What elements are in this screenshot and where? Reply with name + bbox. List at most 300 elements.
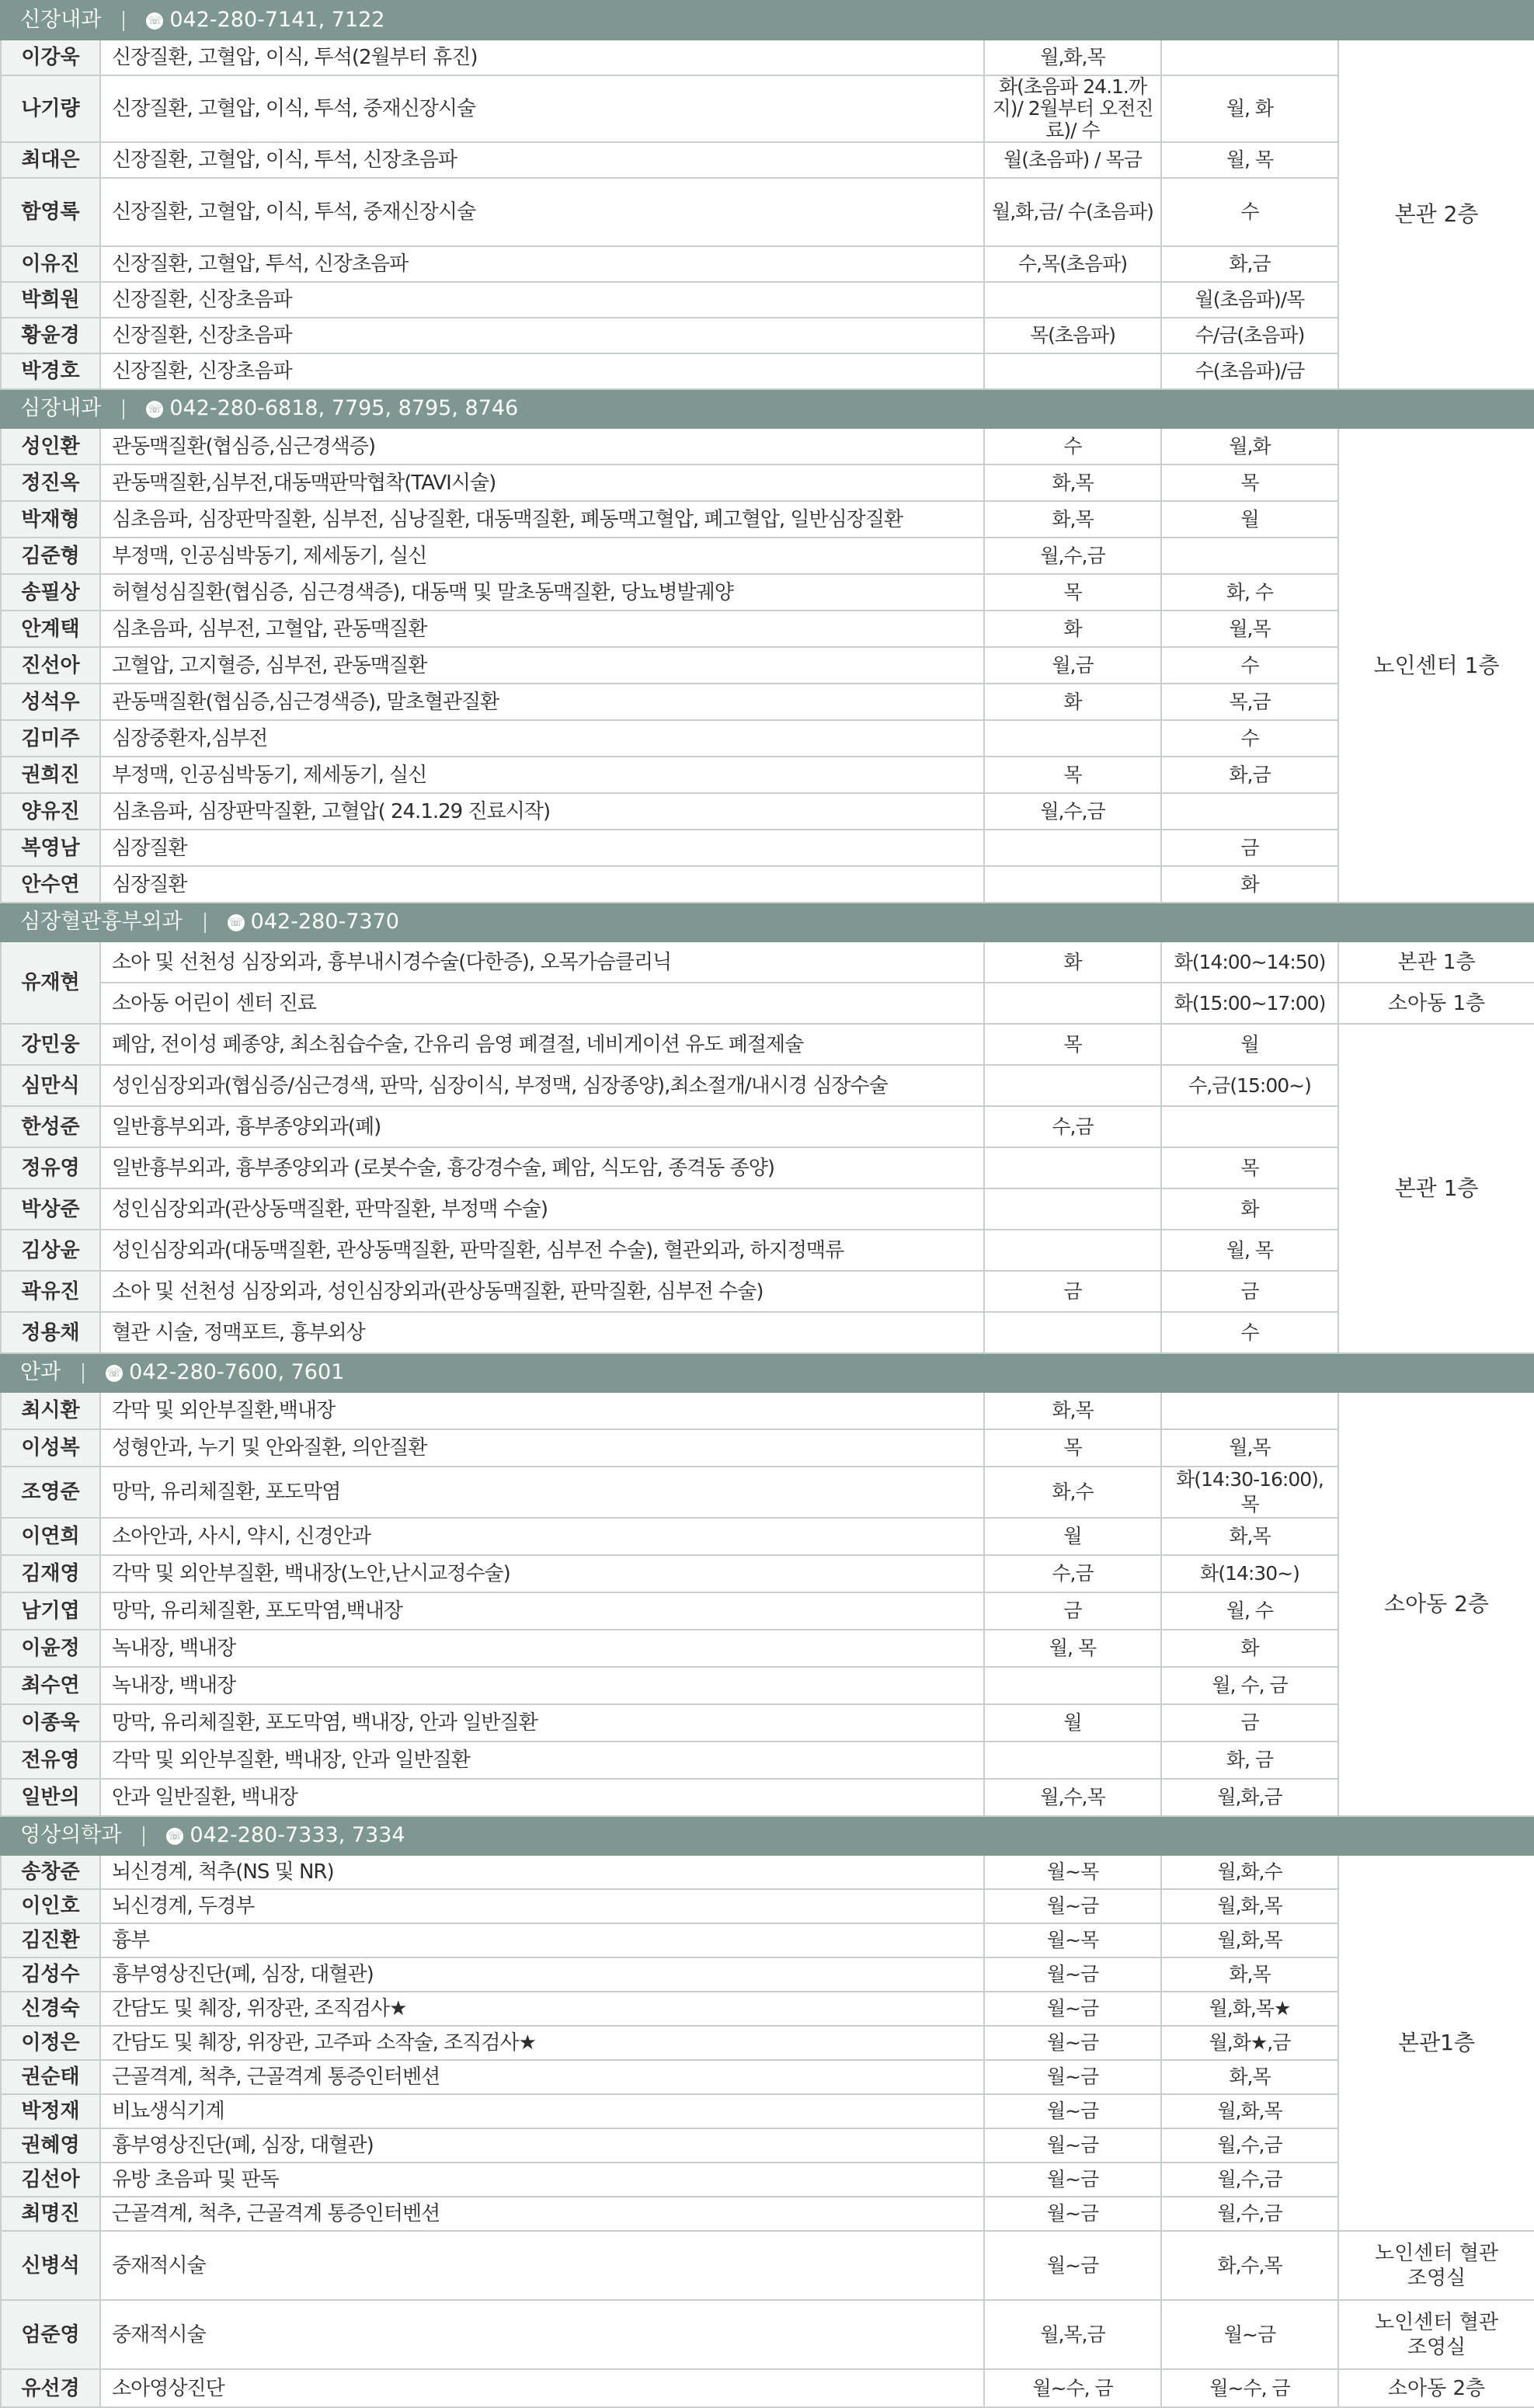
table-row [1, 866, 1534, 903]
table-row [1, 983, 1534, 1024]
doctor-name: 이유진 [1, 246, 100, 282]
section-phone: 042-280-7600, 7601 [129, 1360, 345, 1384]
doctor-specialty: 흉부영상진단(폐, 심장, 대혈관) [100, 1957, 984, 1992]
pm-schedule: 월, 목 [1161, 1230, 1338, 1271]
am-schedule [984, 1147, 1161, 1188]
doctor-specialty: 고혈압, 고지혈증, 심부전, 관동맥질환 [100, 647, 984, 684]
doctor-specialty: 녹내장, 백내장 [100, 1667, 984, 1704]
table-row [1, 1065, 1534, 1106]
table-row [1, 2231, 1534, 2300]
pm-schedule: 화(14:30~) [1161, 1555, 1338, 1592]
pm-schedule: 금 [1161, 830, 1338, 866]
pm-schedule: 화, 수 [1161, 574, 1338, 611]
doctor-name: 박정재 [1, 2094, 100, 2128]
table-row [1, 1889, 1534, 1923]
table-row [1, 282, 1534, 318]
doctor-name: 이강욱 [1, 40, 100, 75]
pm-schedule: 화 [1161, 1188, 1338, 1230]
doctor-name: 정용채 [1, 1312, 100, 1353]
doctor-specialty: 간담도 및 췌장, 위장관, 조직검사★ [100, 1992, 984, 2026]
am-schedule: 목 [984, 757, 1161, 793]
section-header [1, 903, 1534, 941]
doctor-name: 정유영 [1, 1147, 100, 1188]
doctor-specialty: 혈관 시술, 정맥포트, 흉부외상 [100, 1312, 984, 1353]
am-schedule: 화 [984, 941, 1161, 983]
table-row [1, 1271, 1534, 1312]
am-schedule [984, 720, 1161, 757]
am-schedule: 화,수 [984, 1467, 1161, 1518]
table-row [1, 1429, 1534, 1467]
pm-schedule: 월,화,목★ [1161, 1992, 1338, 2026]
doctor-specialty: 관동맥질환,심부전,대동맥판막협착(TAVI시술) [100, 465, 984, 501]
doctor-name: 송필상 [1, 574, 100, 611]
section-phone: 042-280-7370 [250, 910, 399, 934]
doctor-specialty: 뇌신경계, 두경부 [100, 1889, 984, 1923]
pm-schedule [1161, 40, 1338, 75]
section-title: 안과 [20, 1360, 61, 1384]
am-schedule: 월,목,금 [984, 2300, 1161, 2369]
doctor-specialty: 신장질환, 고혈압, 이식, 투석(2월부터 휴진) [100, 40, 984, 75]
am-schedule: 월~금 [984, 2231, 1161, 2300]
am-schedule: 월~금 [984, 1957, 1161, 1992]
clinic-location: 소아동 2층 [1338, 1392, 1534, 1816]
am-schedule [984, 866, 1161, 903]
am-schedule: 월~금 [984, 2128, 1161, 2163]
table-row [1, 941, 1534, 983]
doctor-specialty: 일반흉부외과, 흉부종양외과 (로봇수술, 흉강경수술, 폐암, 식도암, 종격동 종양) [100, 1147, 984, 1188]
table-row [1, 574, 1534, 611]
doctor-specialty: 허혈성심질환(협심증, 심근경색증), 대동맥 및 말초동맥질환, 당뇨병발궤양 [100, 574, 984, 611]
doctor-name: 최시환 [1, 1392, 100, 1429]
pm-schedule: 화,수,목 [1161, 2231, 1338, 2300]
doctor-specialty: 뇌신경계, 척추(NS 및 NR) [100, 1855, 984, 1889]
table-row [1, 2060, 1534, 2094]
doctor-name: 전유영 [1, 1742, 100, 1779]
am-schedule [984, 1312, 1161, 1353]
doctor-name: 안수연 [1, 866, 100, 903]
am-schedule: 월~금 [984, 1889, 1161, 1923]
section-header [1, 1816, 1534, 1855]
table-row [1, 1667, 1534, 1704]
doctor-specialty: 일반흉부외과, 흉부종양외과(폐) [100, 1106, 984, 1147]
table-row [1, 428, 1534, 465]
pm-schedule: 월, 화 [1161, 75, 1338, 142]
doctor-name: 권혜영 [1, 2128, 100, 2163]
table-row [1, 1855, 1534, 1889]
am-schedule: 수,금 [984, 1106, 1161, 1147]
table-row [1, 1742, 1534, 1779]
doctor-specialty: 소아 및 선천성 심장외과, 흉부내시경수술(다한증), 오목가슴클리닉 [100, 941, 984, 983]
am-schedule: 화 [984, 684, 1161, 720]
section-phone: 042-280-7333, 7334 [190, 1823, 405, 1847]
table-row [1, 757, 1534, 793]
am-schedule: 목 [984, 574, 1161, 611]
am-schedule: 월(초음파) / 목금 [984, 142, 1161, 178]
doctor-specialty: 성인심장외과(관상동맥질환, 판막질환, 부정맥 수술) [100, 1188, 984, 1230]
divider [123, 399, 124, 419]
doctor-name: 함영록 [1, 178, 100, 246]
doctor-name: 심만식 [1, 1065, 100, 1106]
phone-icon: ☏ [228, 914, 245, 931]
am-schedule: 수 [984, 428, 1161, 465]
doctor-name: 김미주 [1, 720, 100, 757]
am-schedule: 화(초음파 24.1.까지)/ 2월부터 오전진료)/ 수 [984, 75, 1161, 142]
doctor-specialty: 신장질환, 고혈압, 투석, 신장초음파 [100, 246, 984, 282]
pm-schedule: 목 [1161, 465, 1338, 501]
table-row [1, 1467, 1534, 1518]
doctor-specialty: 간담도 및 췌장, 위장관, 고주파 소작술, 조직검사★ [100, 2026, 984, 2060]
table-row [1, 2026, 1534, 2060]
pm-schedule: 수,금(15:00~) [1161, 1065, 1338, 1106]
doctor-name: 이종욱 [1, 1704, 100, 1742]
clinic-location: 본관1층 [1338, 1855, 1534, 2231]
doctor-specialty: 흉부 [100, 1923, 984, 1957]
phone-icon: ☏ [106, 1365, 123, 1382]
doctor-name: 한성준 [1, 1106, 100, 1147]
clinic-location: 노인센터 혈관조영실 [1338, 2300, 1534, 2369]
doctor-specialty: 심장질환 [100, 866, 984, 903]
table-row [1, 1957, 1534, 1992]
divider [143, 1826, 144, 1846]
am-schedule: 화,목 [984, 465, 1161, 501]
doctor-name: 박경호 [1, 353, 100, 389]
doctor-name: 남기엽 [1, 1592, 100, 1630]
am-schedule: 목 [984, 1429, 1161, 1467]
doctor-name: 진선아 [1, 647, 100, 684]
am-schedule: 월~수, 금 [984, 2369, 1161, 2407]
pm-schedule: 수(초음파)/금 [1161, 353, 1338, 389]
table-row [1, 1630, 1534, 1667]
doctor-specialty: 망막, 유리체질환, 포도막염, 백내장, 안과 일반질환 [100, 1704, 984, 1742]
clinic-location: 노인센터 1층 [1338, 428, 1534, 903]
am-schedule: 월 [984, 1518, 1161, 1555]
doctor-specialty: 근골격계, 척추, 근골격계 통증인터벤션 [100, 2060, 984, 2094]
doctor-name: 김재영 [1, 1555, 100, 1592]
pm-schedule [1161, 793, 1338, 830]
section-header [1, 389, 1534, 428]
pm-schedule: 수 [1161, 1312, 1338, 1353]
doctor-specialty: 심초음파, 심장판막질환, 고혈압( 24.1.29 진료시작) [100, 793, 984, 830]
table-row [1, 1592, 1534, 1630]
pm-schedule: 월,목 [1161, 1429, 1338, 1467]
am-schedule: 수,금 [984, 1555, 1161, 1592]
am-schedule: 화,목 [984, 1392, 1161, 1429]
doctor-specialty: 비뇨생식기계 [100, 2094, 984, 2128]
table-row [1, 1779, 1534, 1816]
doctor-specialty: 신장질환, 고혈압, 이식, 투석, 중재신장시술 [100, 178, 984, 246]
am-schedule [984, 983, 1161, 1024]
clinic-location: 본관 1층 [1338, 1024, 1534, 1353]
pm-schedule: 수 [1161, 720, 1338, 757]
doctor-name: 성인환 [1, 428, 100, 465]
table-row [1, 611, 1534, 647]
am-schedule: 월,금 [984, 647, 1161, 684]
doctor-specialty: 신장질환, 신장초음파 [100, 282, 984, 318]
doctor-specialty: 근골격계, 척추, 근골격계 통증인터벤션 [100, 2197, 984, 2231]
table-row [1, 1704, 1534, 1742]
doctor-specialty: 소아 및 선천성 심장외과, 성인심장외과(관상동맥질환, 판막질환, 심부전 수술) [100, 1271, 984, 1312]
table-row [1, 2300, 1534, 2369]
doctor-specialty: 관동맥질환(협심증,심근경색증), 말초혈관질환 [100, 684, 984, 720]
am-schedule: 목(초음파) [984, 318, 1161, 353]
am-schedule: 월~목 [984, 1855, 1161, 1889]
section-header [1, 1353, 1534, 1392]
am-schedule: 월,수,목 [984, 1779, 1161, 1816]
am-schedule [984, 1667, 1161, 1704]
divider [204, 913, 206, 933]
section-header [1, 1, 1534, 40]
am-schedule: 화 [984, 611, 1161, 647]
doctor-name: 송창준 [1, 1855, 100, 1889]
pm-schedule: 목,금 [1161, 684, 1338, 720]
pm-schedule: 월, 수 [1161, 1592, 1338, 1630]
am-schedule: 월,화,목 [984, 40, 1161, 75]
pm-schedule: 화,목 [1161, 2060, 1338, 2094]
doctor-specialty: 망막, 유리체질환, 포도막염 [100, 1467, 984, 1518]
pm-schedule [1161, 1106, 1338, 1147]
section-phone: 042-280-7141, 7122 [169, 8, 385, 32]
doctor-specialty: 각막 및 외안부질환,백내장 [100, 1392, 984, 1429]
doctor-specialty: 심장질환 [100, 830, 984, 866]
pm-schedule: 화,금 [1161, 246, 1338, 282]
doctor-specialty: 심장중환자,심부전 [100, 720, 984, 757]
section-title: 심장혈관흉부외과 [20, 910, 183, 934]
doctor-name: 최수연 [1, 1667, 100, 1704]
doctor-specialty: 신장질환, 고혈압, 이식, 투석, 중재신장시술 [100, 75, 984, 142]
doctor-specialty: 중재적시술 [100, 2300, 984, 2369]
doctor-specialty: 소아안과, 사시, 약시, 신경안과 [100, 1518, 984, 1555]
doctor-name: 일반의 [1, 1779, 100, 1816]
pm-schedule: 월~금 [1161, 2300, 1338, 2369]
pm-schedule: 월 [1161, 1024, 1338, 1065]
am-schedule: 월~금 [984, 2026, 1161, 2060]
doctor-name: 안계택 [1, 611, 100, 647]
table-row [1, 538, 1534, 574]
table-row [1, 465, 1534, 501]
table-row [1, 246, 1534, 282]
clinic-location: 노인센터 혈관조영실 [1338, 2231, 1534, 2300]
table-row [1, 2128, 1534, 2163]
doctor-name: 양유진 [1, 793, 100, 830]
doctor-name: 박상준 [1, 1188, 100, 1230]
table-row [1, 1188, 1534, 1230]
doctor-specialty: 성인심장외과(대동맥질환, 관상동맥질환, 판막질환, 심부전 수술), 혈관외과, 하지정맥류 [100, 1230, 984, 1271]
doctor-specialty: 신장질환, 고혈압, 이식, 투석, 신장초음파 [100, 142, 984, 178]
am-schedule [984, 1230, 1161, 1271]
phone-icon: ☏ [146, 401, 163, 418]
pm-schedule: 화 [1161, 866, 1338, 903]
table-row [1, 684, 1534, 720]
pm-schedule: 월,목 [1161, 611, 1338, 647]
section-title: 신장내과 [20, 8, 102, 32]
am-schedule: 월,화,금/ 수(초음파) [984, 178, 1161, 246]
doctor-name: 신경숙 [1, 1992, 100, 2026]
doctor-specialty: 안과 일반질환, 백내장 [100, 1779, 984, 1816]
table-row [1, 2163, 1534, 2197]
doctor-specialty: 중재적시술 [100, 2231, 984, 2300]
pm-schedule: 월, 목 [1161, 142, 1338, 178]
am-schedule [984, 830, 1161, 866]
doctor-specialty: 관동맥질환(협심증,심근경색증) [100, 428, 984, 465]
doctor-name: 박재형 [1, 501, 100, 538]
pm-schedule: 월,수,금 [1161, 2163, 1338, 2197]
table-row [1, 1555, 1534, 1592]
phone-icon: ☏ [146, 12, 163, 30]
doctor-specialty: 소아동 어린이 센터 진료 [100, 983, 984, 1024]
am-schedule [984, 1742, 1161, 1779]
table-row [1, 830, 1534, 866]
doctor-name: 김상윤 [1, 1230, 100, 1271]
pm-schedule: 화,목 [1161, 1518, 1338, 1555]
doctor-name: 유재현 [1, 941, 100, 1024]
pm-schedule: 월,화 [1161, 428, 1338, 465]
doctor-name: 최명진 [1, 2197, 100, 2231]
pm-schedule: 월(초음파)/목 [1161, 282, 1338, 318]
table-row [1, 1312, 1534, 1353]
pm-schedule: 수 [1161, 178, 1338, 246]
pm-schedule [1161, 538, 1338, 574]
clinic-location: 본관 1층 [1338, 941, 1534, 983]
doctor-specialty: 흉부영상진단(폐, 심장, 대혈관) [100, 2128, 984, 2163]
doctor-name: 김선아 [1, 2163, 100, 2197]
table-row [1, 2094, 1534, 2128]
am-schedule: 목 [984, 1024, 1161, 1065]
pm-schedule: 화, 금 [1161, 1742, 1338, 1779]
doctor-name: 김준형 [1, 538, 100, 574]
doctor-name: 엄준영 [1, 2300, 100, 2369]
pm-schedule: 월,수,금 [1161, 2128, 1338, 2163]
pm-schedule: 월, 수, 금 [1161, 1667, 1338, 1704]
doctor-name: 이정은 [1, 2026, 100, 2060]
doctor-name: 김진환 [1, 1923, 100, 1957]
table-row [1, 1992, 1534, 2026]
table-row [1, 1518, 1534, 1555]
pm-schedule: 월,화★,금 [1161, 2026, 1338, 2060]
doctor-name: 신병석 [1, 2231, 100, 2300]
doctor-name: 권희진 [1, 757, 100, 793]
am-schedule: 월 [984, 1704, 1161, 1742]
am-schedule: 월,수,금 [984, 793, 1161, 830]
doctor-name: 이윤정 [1, 1630, 100, 1667]
doctor-name: 정진옥 [1, 465, 100, 501]
section-title: 심장내과 [20, 396, 102, 420]
doctor-specialty: 망막, 유리체질환, 포도막염,백내장 [100, 1592, 984, 1630]
table-row [1, 353, 1534, 389]
pm-schedule: 월,수,금 [1161, 2197, 1338, 2231]
pm-schedule: 화(15:00~17:00) [1161, 983, 1338, 1024]
table-row [1, 2197, 1534, 2231]
am-schedule: 수,목(초음파) [984, 246, 1161, 282]
pm-schedule [1161, 1392, 1338, 1429]
table-row [1, 1147, 1534, 1188]
doctor-specialty: 각막 및 외안부질환, 백내장(노안,난시교정수술) [100, 1555, 984, 1592]
table-row [1, 647, 1534, 684]
am-schedule: 금 [984, 1271, 1161, 1312]
pm-schedule: 월,화,수 [1161, 1855, 1338, 1889]
doctor-specialty: 신장질환, 신장초음파 [100, 318, 984, 353]
am-schedule: 월~금 [984, 2094, 1161, 2128]
doctor-name: 권순태 [1, 2060, 100, 2094]
doctor-name: 이성복 [1, 1429, 100, 1467]
am-schedule: 금 [984, 1592, 1161, 1630]
divider [123, 11, 124, 31]
doctor-name: 나기량 [1, 75, 100, 142]
doctor-name: 강민웅 [1, 1024, 100, 1065]
am-schedule: 화,목 [984, 501, 1161, 538]
doctor-specialty: 소아영상진단 [100, 2369, 984, 2407]
doctor-specialty: 부정맥, 인공심박동기, 제세동기, 실신 [100, 757, 984, 793]
pm-schedule: 화 [1161, 1630, 1338, 1667]
am-schedule: 월, 목 [984, 1630, 1161, 1667]
pm-schedule: 목 [1161, 1147, 1338, 1188]
doctor-specialty: 심초음파, 심부전, 고혈압, 관동맥질환 [100, 611, 984, 647]
am-schedule [984, 1188, 1161, 1230]
table-row [1, 318, 1534, 353]
table-row [1, 501, 1534, 538]
pm-schedule: 월,화,목 [1161, 2094, 1338, 2128]
am-schedule: 월~금 [984, 1992, 1161, 2026]
doctor-specialty: 신장질환, 신장초음파 [100, 353, 984, 389]
clinic-location: 본관 2층 [1338, 40, 1534, 389]
doctor-name: 유선경 [1, 2369, 100, 2407]
pm-schedule: 화,금 [1161, 757, 1338, 793]
pm-schedule: 금 [1161, 1704, 1338, 1742]
table-row [1, 793, 1534, 830]
table-row [1, 1923, 1534, 1957]
am-schedule: 월~금 [984, 2163, 1161, 2197]
table-row [1, 1106, 1534, 1147]
doctor-specialty: 각막 및 외안부질환, 백내장, 안과 일반질환 [100, 1742, 984, 1779]
doctor-name: 박희원 [1, 282, 100, 318]
pm-schedule: 월 [1161, 501, 1338, 538]
doctor-name: 김성수 [1, 1957, 100, 1992]
am-schedule: 월~금 [984, 2197, 1161, 2231]
pm-schedule: 월~수, 금 [1161, 2369, 1338, 2407]
am-schedule: 월,수,금 [984, 538, 1161, 574]
section-title: 영상의학과 [20, 1823, 122, 1847]
clinic-location: 소아동 1층 [1338, 983, 1534, 1024]
doctor-specialty: 부정맥, 인공심박동기, 제세동기, 실신 [100, 538, 984, 574]
pm-schedule: 수/금(초음파) [1161, 318, 1338, 353]
pm-schedule: 수 [1161, 647, 1338, 684]
doctor-name: 이연희 [1, 1518, 100, 1555]
doctor-specialty: 심초음파, 심장판막질환, 심부전, 심낭질환, 대동맥질환, 폐동맥고혈압, 폐고혈압, 일반심장질환 [100, 501, 984, 538]
doctor-name: 복영남 [1, 830, 100, 866]
pm-schedule: 월,화,금 [1161, 1779, 1338, 1816]
pm-schedule: 화(14:00~14:50) [1161, 941, 1338, 983]
doctor-name: 조영준 [1, 1467, 100, 1518]
table-row [1, 40, 1534, 75]
clinic-location: 소아동 2층 [1338, 2369, 1534, 2407]
table-row [1, 720, 1534, 757]
am-schedule: 월~목 [984, 1923, 1161, 1957]
doctor-specialty: 성형안과, 누기 및 안와질환, 의안질환 [100, 1429, 984, 1467]
table-row [1, 75, 1534, 142]
am-schedule [984, 353, 1161, 389]
am-schedule [984, 1065, 1161, 1106]
table-row [1, 178, 1534, 246]
table-row [1, 1024, 1534, 1065]
section-phone: 042-280-6818, 7795, 8795, 8746 [169, 396, 519, 420]
pm-schedule: 금 [1161, 1271, 1338, 1312]
doctor-specialty: 성인심장외과(협심증/심근경색, 판막, 심장이식, 부정맥, 심장종양),최소절개/내시경 심장수술 [100, 1065, 984, 1106]
table-row [1, 1392, 1534, 1429]
doctor-specialty: 유방 초음파 및 판독 [100, 2163, 984, 2197]
table-row [1, 1230, 1534, 1271]
pm-schedule: 월,화,목 [1161, 1923, 1338, 1957]
divider [82, 1363, 84, 1383]
doctor-specialty: 폐암, 전이성 폐종양, 최소침습수술, 간유리 음영 폐결절, 네비게이션 유도 폐절제술 [100, 1024, 984, 1065]
